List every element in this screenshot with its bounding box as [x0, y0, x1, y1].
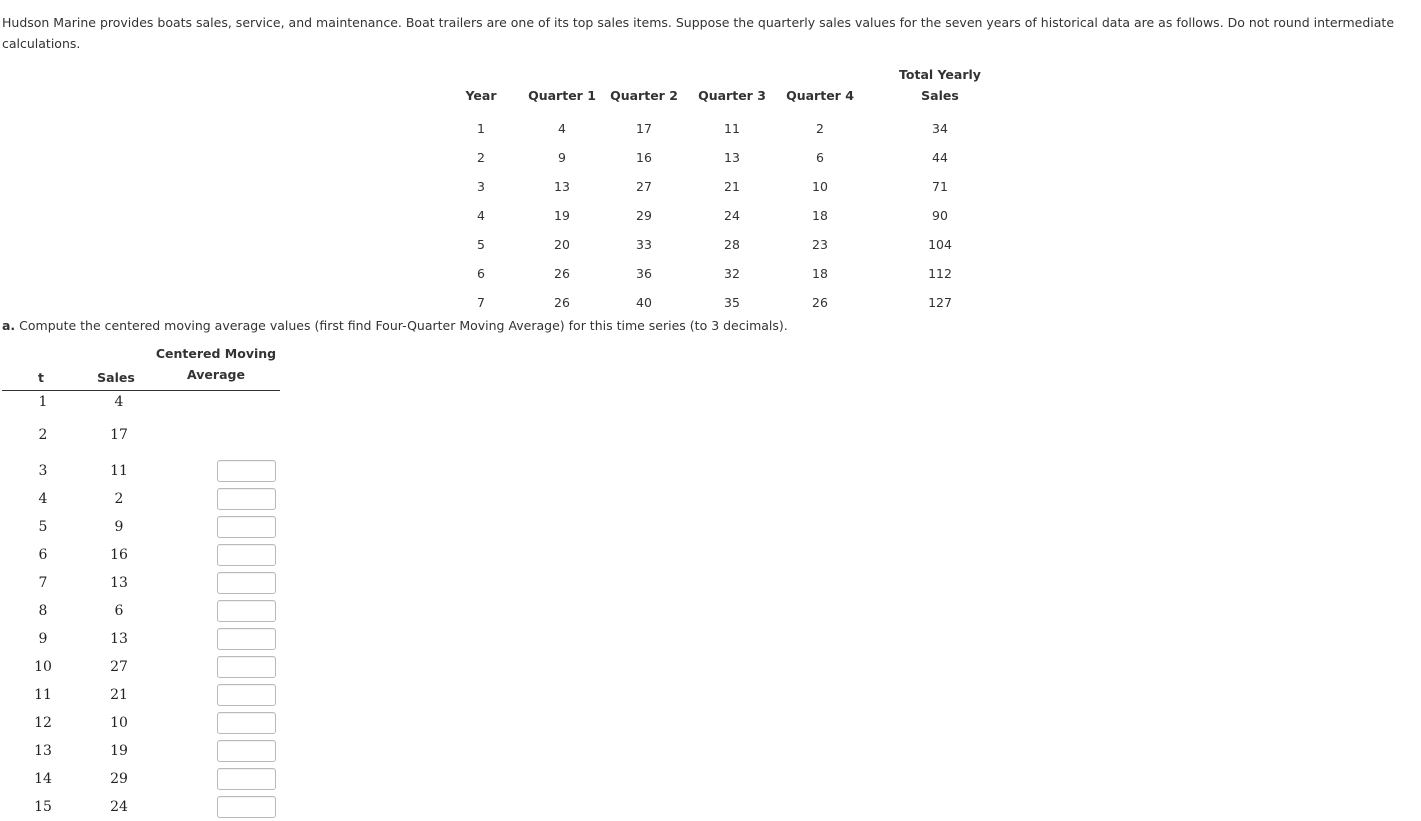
centered-moving-average-input[interactable] — [217, 572, 276, 594]
cell-sales: 6 — [114, 603, 124, 619]
table-row — [2, 460, 280, 484]
table-row — [2, 656, 280, 680]
cell-t: 13 — [34, 743, 52, 759]
table-row — [452, 259, 1008, 288]
cell-t: 14 — [34, 771, 52, 787]
header-centered-moving-average — [152, 343, 280, 385]
cell-sales: 17 — [110, 427, 128, 443]
header-sales: Sales — [97, 370, 135, 385]
table-row — [2, 424, 280, 448]
cell-total-yearly-sales: 71 — [932, 179, 948, 194]
cell-t: 1 — [38, 394, 48, 410]
table-row — [452, 114, 1008, 143]
cell-sales: 9 — [114, 519, 124, 535]
cell-sales: 29 — [110, 771, 128, 787]
cell-sales: 16 — [110, 547, 128, 563]
question-a — [2, 315, 788, 336]
cell-sales: 21 — [110, 687, 128, 703]
cell-quarter-1: 20 — [554, 237, 570, 252]
cell-quarter-2: 17 — [636, 121, 652, 136]
question-text: Compute the centered moving average values (first find Four-Quarter Moving Average) for this time series (to 3 decimals). — [15, 318, 788, 333]
cell-sales: 11 — [110, 463, 128, 479]
cell-total-yearly-sales: 104 — [928, 237, 952, 252]
cell-t: 4 — [38, 491, 48, 507]
cell-total-yearly-sales: 127 — [928, 295, 952, 310]
table-row — [2, 488, 280, 512]
cell-quarter-3: 32 — [724, 266, 740, 281]
centered-moving-average-input[interactable] — [217, 628, 276, 650]
header-cma-line2: Average — [187, 367, 245, 382]
cell-t: 8 — [38, 603, 48, 619]
cell-sales: 4 — [114, 394, 124, 410]
cell-total-yearly-sales: 44 — [932, 150, 948, 165]
table-row — [2, 740, 280, 764]
cell-t: 10 — [34, 659, 52, 675]
cell-quarter-1: 26 — [554, 295, 570, 310]
cell-quarter-1: 26 — [554, 266, 570, 281]
header-total-yearly-sales — [864, 64, 1008, 114]
table-row — [2, 572, 280, 596]
header-total-line1: Total Yearly — [899, 67, 981, 82]
cell-year: 1 — [477, 121, 485, 136]
cell-quarter-2: 16 — [636, 150, 652, 165]
cell-sales: 13 — [110, 575, 128, 591]
centered-moving-average-input[interactable] — [217, 768, 276, 790]
cell-year: 4 — [477, 208, 485, 223]
cell-quarter-3: 35 — [724, 295, 740, 310]
table-row — [2, 391, 280, 415]
problem-intro-text: Hudson Marine provides boats sales, service, and maintenance. Boat trailers are one of its top sales items. Suppose the quarterly sales values for the seven years of historical data are as follows. Do not round intermediate calculations. — [2, 15, 1395, 51]
centered-moving-average-input[interactable] — [217, 600, 276, 622]
header-quarter-2: Quarter 2 — [610, 88, 678, 103]
header-t: t — [38, 370, 44, 385]
cell-quarter-2: 27 — [636, 179, 652, 194]
header-year: Year — [465, 88, 497, 103]
centered-moving-average-input[interactable] — [217, 656, 276, 678]
cell-year: 2 — [477, 150, 485, 165]
cell-quarter-3: 13 — [724, 150, 740, 165]
cell-quarter-1: 4 — [558, 121, 566, 136]
cell-total-yearly-sales: 112 — [928, 266, 952, 281]
header-quarter-1: Quarter 1 — [528, 88, 596, 103]
table-row — [452, 230, 1008, 259]
cell-quarter-4: 18 — [812, 208, 828, 223]
cell-sales: 13 — [110, 631, 128, 647]
header-cma-line1: Centered Moving — [155, 346, 277, 361]
table-row — [452, 201, 1008, 230]
question-label: a. — [2, 318, 16, 333]
centered-moving-average-input[interactable] — [217, 460, 276, 482]
cell-quarter-4: 18 — [812, 266, 828, 281]
quarterly-sales-table — [452, 64, 1008, 317]
cell-total-yearly-sales: 34 — [932, 121, 948, 136]
cell-t: 3 — [38, 463, 48, 479]
cell-quarter-3: 11 — [724, 121, 740, 136]
cell-quarter-4: 2 — [816, 121, 824, 136]
cell-quarter-1: 13 — [554, 179, 570, 194]
cell-t: 6 — [38, 547, 48, 563]
cell-t: 12 — [34, 715, 52, 731]
table-row — [2, 712, 280, 736]
centered-moving-average-input[interactable] — [217, 740, 276, 762]
cell-sales: 27 — [110, 659, 128, 675]
table-row — [2, 600, 280, 624]
table-row — [2, 796, 280, 820]
cell-year: 3 — [477, 179, 485, 194]
table-row — [2, 544, 280, 568]
cell-quarter-4: 23 — [812, 237, 828, 252]
cell-quarter-2: 36 — [636, 266, 652, 281]
cell-quarter-3: 21 — [724, 179, 740, 194]
table-row — [2, 684, 280, 708]
centered-moving-average-input[interactable] — [217, 684, 276, 706]
cell-quarter-2: 33 — [636, 237, 652, 252]
cma-table-header — [2, 346, 280, 391]
cell-year: 5 — [477, 237, 485, 252]
centered-moving-average-input[interactable] — [217, 712, 276, 734]
table-row — [2, 516, 280, 540]
quarterly-sales-body — [452, 114, 1008, 317]
cell-t: 2 — [38, 427, 48, 443]
cell-year: 7 — [477, 295, 485, 310]
cell-t: 5 — [38, 519, 48, 535]
centered-moving-average-input[interactable] — [217, 488, 276, 510]
cell-quarter-1: 19 — [554, 208, 570, 223]
header-quarter-3: Quarter 3 — [698, 88, 766, 103]
table-row — [2, 768, 280, 792]
table-row — [452, 143, 1008, 172]
cell-sales: 10 — [110, 715, 128, 731]
header-quarter-4: Quarter 4 — [786, 88, 854, 103]
centered-moving-average-input[interactable] — [217, 516, 276, 538]
cell-sales: 19 — [110, 743, 128, 759]
centered-moving-average-input[interactable] — [217, 796, 276, 818]
centered-moving-average-input[interactable] — [217, 544, 276, 566]
table-row — [452, 288, 1008, 317]
table-row — [2, 628, 280, 652]
cell-t: 9 — [38, 631, 48, 647]
cell-quarter-4: 10 — [812, 179, 828, 194]
cell-t: 15 — [34, 799, 52, 815]
cell-year: 6 — [477, 266, 485, 281]
table-row — [452, 172, 1008, 201]
cell-quarter-3: 28 — [724, 237, 740, 252]
quarterly-sales-header-row — [452, 64, 1008, 114]
cell-total-yearly-sales: 90 — [932, 208, 948, 223]
cell-quarter-4: 26 — [812, 295, 828, 310]
cell-sales: 24 — [110, 799, 128, 815]
cell-t: 7 — [38, 575, 48, 591]
cell-quarter-4: 6 — [816, 150, 824, 165]
cell-quarter-1: 9 — [558, 150, 566, 165]
cell-sales: 2 — [114, 491, 124, 507]
cell-quarter-2: 40 — [636, 295, 652, 310]
header-total-line2: Sales — [921, 88, 959, 103]
cell-quarter-3: 24 — [724, 208, 740, 223]
cell-quarter-2: 29 — [636, 208, 652, 223]
cell-t: 11 — [34, 687, 52, 703]
